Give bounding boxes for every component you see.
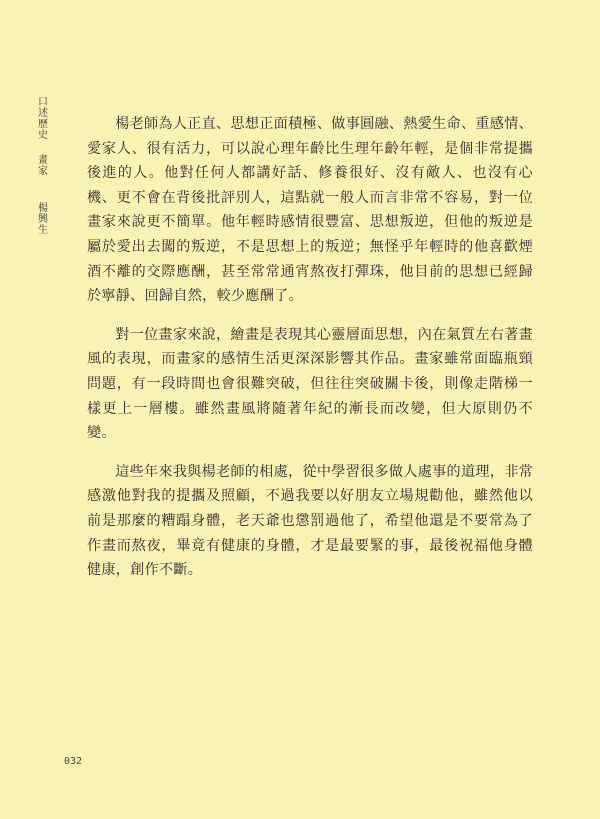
paragraph-2: 對一位畫家來說，繪畫是表現其心靈層面思想，內在氣質左右著畫風的表現，而畫家的感情生活更深深影響其作品。畫家雖常面臨瓶頸問題，有一段時間也會很難突破，但往往突破關卡後，則像走階梯一樣更上一層樓。雖然畫風將隨著年紀的漸長而改變，但大原則仍不變。 xyxy=(87,326,533,442)
body-text xyxy=(87,112,533,597)
running-header-series: 口述歷史 xyxy=(35,96,47,140)
page-number: 032 xyxy=(64,756,83,767)
paragraph-1: 楊老師為人正直、思想正面積極、做事圓融、熱愛生命、重感情、愛家人、很有活力，可以說心理年齡比生理年齡年輕，是個非常提攜後進的人。他對任何人都講好話、修養很好、沒有敵人、也沒有心機、更不會在背後批評別人，這點就一般人而言非常不容易，對一位畫家來說更不簡單。他年輕時感情很豐富、思想叛逆，但他的叛逆是屬於愛出去闖的叛逆，不是思想上的叛逆；無怪乎年輕時的他喜歡煙酒不離的交際應酬，甚至常常通宵熬夜打彈珠，他目前的思想已經歸於寧靜、回歸自然，較少應酬了。 xyxy=(87,116,533,305)
running-header-artist: 楊興生 xyxy=(35,202,47,235)
paragraph-3: 這些年來我與楊老師的相處，從中學習很多做人處事的道理，非常感激他對我的提攜及照顧，不過我要以好朋友立場規勸他，雖然他以前是那麼的糟蹋身體，老天爺也懲罰過他了，希望他還是不要常為了作畫而熬夜，畢竟有健康的身體，才是最要緊的事，最後祝福他身體健康，創作不斷。 xyxy=(87,463,533,579)
running-header xyxy=(34,96,48,235)
running-header-category: 畫家 xyxy=(35,154,47,176)
